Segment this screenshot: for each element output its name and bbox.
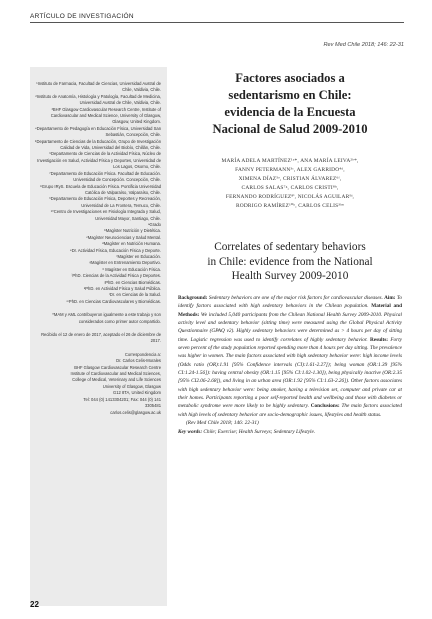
conclusions-label: Conclusions: <box>308 403 340 410</box>
header-rule <box>30 22 404 23</box>
keywords-label: Key words: <box>178 428 203 435</box>
affiliation-item: ᶠMagíster en Educación. <box>116 253 161 259</box>
affiliation-item: ʰ Magíster en Educación Física. <box>102 266 161 272</box>
title-spanish-line: Nacional de Salud 2009-2010 <box>212 122 368 136</box>
conclusions-text: The main factors associated with high levels of sedentary behavior are socio-demographic issues, lifestyles and health status. <box>178 403 403 418</box>
affiliation-item: ᵉDr. Actividad Física, Educación Física y Deporte. <box>70 247 161 253</box>
sidebar <box>30 67 167 606</box>
title-spanish <box>178 70 402 138</box>
affiliation-item: ⁶Departamento de Ciencias de la Actividad Física, Núcleo de Investigación en Salud, Actividad Física y Deportes, Universidad de Los Lagos, Osorno, Chile. <box>37 151 161 170</box>
title-english-line: in Chile: evidence from the National <box>207 255 373 268</box>
affiliation-item: ⁷Departamento de Educación Física. Facultad de Educación. Universidad de Concepción. Concepción, Chile. <box>49 170 161 183</box>
correspondence-line: Institute of Cardiovascular and Medical Sciences, <box>70 371 161 377</box>
title-english-line: Correlates of sedentary behaviors <box>214 241 366 253</box>
title-spanish-line: sedentarismo en Chile: <box>228 88 352 102</box>
correspondence-line: College of Medical, Veterinary and Life Sciences <box>72 377 161 383</box>
journal-citation: Rev Med Chile 2018; 146: 22-31 <box>323 42 404 48</box>
title-spanish-line: Factores asociados a <box>235 71 345 85</box>
affiliation-item: ʲPhD. en Ciencias Biomédicas. <box>104 279 161 285</box>
affiliation-item: ᵐPhD. en Ciencias Cardiovasculares y Biomédicas. <box>66 298 161 304</box>
author-line: FANNY PETERMANN³ᶜ, ALEX GARRIDO⁴ᵈ, <box>235 166 345 173</box>
author-line: RODRIGO RAMÍREZ¹⁰ᵏ, CARLOS CELIS³ˡᵐ <box>235 202 345 209</box>
received-date: Recibido el 12 de enero de 2017, aceptado el 26 de diciembre de 2017. <box>41 332 161 344</box>
title-english-line: Health Survey 2009-2010 <box>231 270 349 283</box>
correspondence-line: Dr. Carlos Celis-Morales <box>116 358 161 364</box>
abstract <box>178 294 402 436</box>
correspondence-line: University of Glasgow, Glasgow <box>102 383 161 389</box>
affiliation-item: ᶜMagíster Neurociencias y Salud Mental. <box>86 234 161 240</box>
correspondence-email: carlos.celis@glasgow.ac.uk <box>110 409 161 415</box>
affiliation-item: ⁱPhD. Ciencias de la Actividad Física y Deportes. <box>71 273 161 279</box>
section-label: ARTÍCULO DE INVESTIGACIÓN <box>30 13 134 20</box>
affiliation-list <box>33 81 161 305</box>
sidebar-content <box>33 81 161 416</box>
results-label: Results: <box>367 336 389 343</box>
methods-label: Material and Methods: <box>178 303 402 318</box>
affiliation-item: ¹Instituto de Farmacia, Facultad de Ciencias, Universidad Austral de Chile, Valdivia, Chile. <box>36 81 161 93</box>
affiliation-item: ᵃGrado <box>147 221 161 227</box>
results-text: Forty seven percent of the study population reported spending more than 4 hours per day sitting. The prevalence was higher in women. The main factors associated with high sedentary behavior were: high income levels (Odds ratio (OR):1.91 [95% Confidence intervals (CI):1.61-2.27]); being woman (OR:1.39 [95% CI:1.24-1.56]): having central obesity (OR:1.15 [95% CI:1.02-1.30]), being physically inactive (OR:2.35 [95% CI2.06-2.68]), and living in an urban area (OR:1.92 [95% CI:1.63-2.26]). Other factors associates with high sedentary behavior were: being smoker, having a television set, computer and private car at their homes. Participants reporting a poor self-reported health and wellbeing and those with diabetes or metabolic syndrome were more likely to be highly sedentary. <box>178 336 402 410</box>
correspondence-block <box>33 352 161 416</box>
affiliation-item: ²Instituto de Anatomía, Histología y Patología, Facultad de Medicina, Universidad Austral de Chile, Valdivia, Chile. <box>35 93 161 106</box>
methods-text: We included 5,040 participants from the Chilean National Health Survey 2009-2010. Physical activity level and sedentary behavior (sitting time) were measured using the Global Physical Activity Questionnaire (GPAQ v2). Highly sedentary behaviors were determined as > 4 hours per day of sitting time. Logistic regression was used to identify correlates of highly sedentary behavior. <box>178 311 402 343</box>
affiliation-item: ˡDr. en Ciencias de la Salud. <box>109 292 161 298</box>
affiliation-item: ³BHF Glasgow Cardiovascular Research Centre, Institute of Cardiovascular and Medical Science, University of Glasgow, Glasgow, United Kingdom. <box>50 106 161 125</box>
abstract-reference: (Rev Med Chile 2018; 146: 22-31) <box>186 420 259 427</box>
affiliation-item: ⁹Departamento de Educación Física, Deportes y Recreación, Universidad de La Frontera, Temuco, Chile. <box>48 196 161 208</box>
affiliation-item: ᵏPhD. en Actividad Física y Salud Pública. <box>83 286 161 291</box>
author-line: FERNANDO RODRÍGUEZ⁸ⁱ, NICOLÁS AGUILAR⁹ʲ, <box>225 193 355 200</box>
title-english <box>178 240 402 284</box>
correspondence-line: Correspondencia a: <box>124 351 161 357</box>
correspondence-line: Tel: 044 (0) 1413304201; Fax: 044 (0) 141 <box>83 396 161 402</box>
affiliation-item: ᵈMagíster en Nutrición Humana. <box>102 241 161 247</box>
author-list <box>178 157 402 210</box>
correspondence-line: BHF Glasgow Cardiovascular Research Centre <box>74 364 161 370</box>
affiliation-item: ᵍMagíster en Entrenamiento Deportivo. <box>89 260 161 266</box>
keywords-text: Chile; Exercise; Health Surveys; Sedentary Lifestyle. <box>202 428 316 435</box>
author-line: MARÍA ADELA MARTÍNEZ¹ᵃ*, ANA MARÍA LEIVA²ᵇ*, <box>221 158 359 164</box>
affiliation-item: ⁴Departamento de Pedagogía en Educación Física, Universidad San Sebastián, Concepción, Chile. <box>34 125 161 138</box>
contribution-note: *MAM y AML contribuyeron igualmente a este trabajo y son considerados como primer autor compartido. <box>52 312 161 324</box>
page-number: 22 <box>30 600 39 609</box>
author-line: XIMENA DÍAZ⁵ᵉ, CRISTIAN ÁLVAREZ⁶ᶠ, <box>238 175 342 182</box>
keywords <box>178 428 402 436</box>
affiliation-item: ⁸Grupo IRyS. Escuela de Educación Física. Pontificia Universidad Católica de Valparaíso, Valparaíso, Chile. <box>40 183 161 195</box>
affiliation-item: ⁵Departamento de Ciencias de la Educación, Grupo de Investigación Calidad de Vida, Universidad del Biobío, Chillán, Chile. <box>34 138 161 151</box>
aim-label: Aim: <box>382 295 396 301</box>
background-label: Background: <box>178 295 208 301</box>
affiliation-item: ¹⁰Centro de Investigaciones en Fisiología Integrada y Salud, Universidad Mayor, Santiago, Chile. <box>50 209 161 221</box>
correspondence-line: 3305481 <box>144 403 161 409</box>
background-text: Sedentary behaviors are one of the major risk factors for cardiovascular diseases. <box>207 295 383 301</box>
abstract-body <box>178 294 402 419</box>
aim-text: To identify factors associated with high sedentary behaviors in the Chilean population. <box>178 295 402 310</box>
title-spanish-line: evidencia de la Encuesta <box>224 105 356 119</box>
affiliation-item: ᵇMagíster Nutrición y Dietética. <box>104 228 161 234</box>
correspondence-line: G12 8TA, United Kingdom <box>112 390 161 396</box>
author-line: CARLOS SALAS⁷ᵍ, CARLOS CRISTI⁸ʰ, <box>241 184 339 191</box>
